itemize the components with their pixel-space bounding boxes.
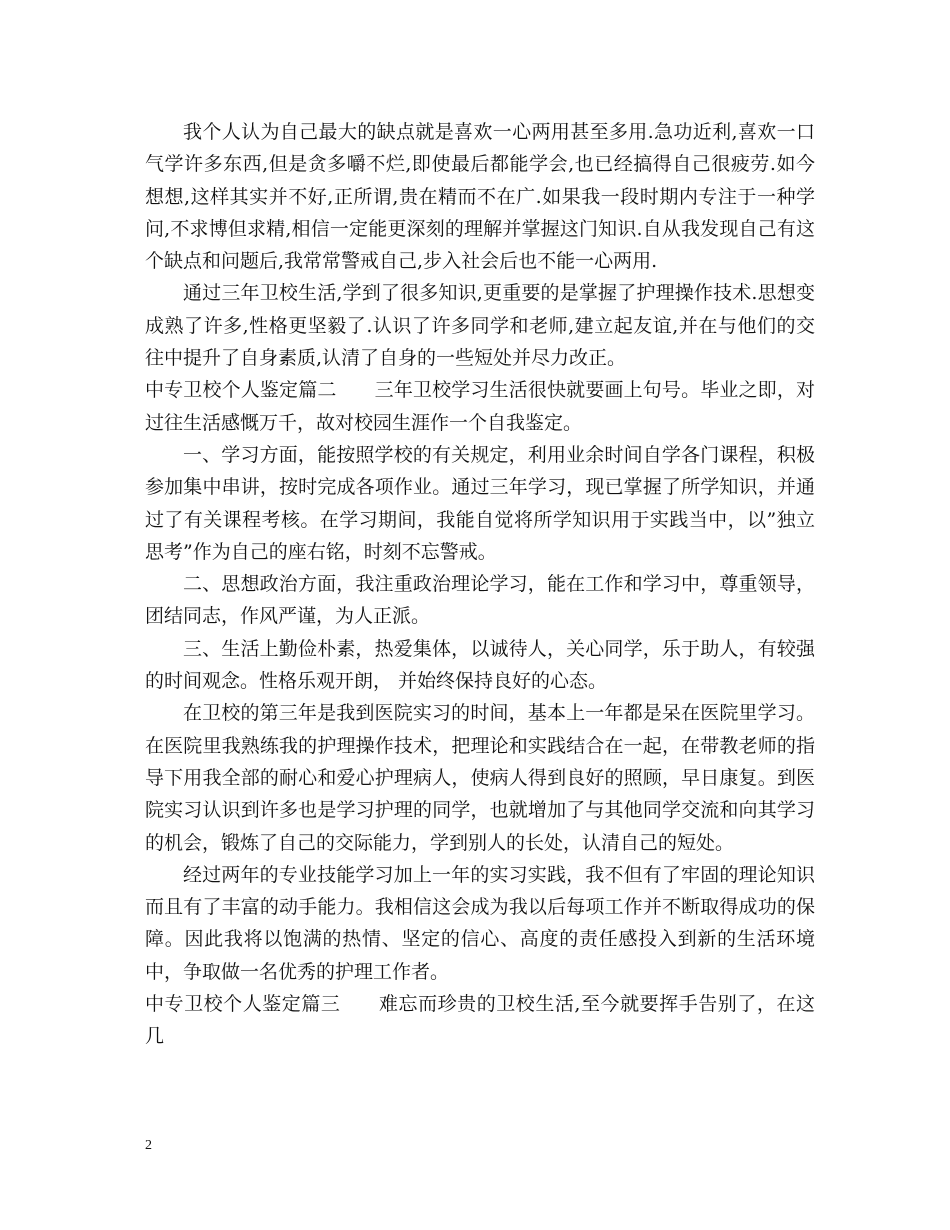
paragraph: 通过三年卫校生活,学到了很多知识,更重要的是掌握了护理操作技术.思想变成熟了许多,性格更坚毅了.认识了许多同学和老师,建立起友谊,并在与他们的交往中提升了自身素质,认清了自身的一些短处并尽力改正。 — [145, 282, 815, 370]
page-number: 2 — [145, 1138, 152, 1153]
paragraph: 三、生活上勤俭朴素，热爱集体，以诚待人，关心同学，乐于助人，有较强的时间观念。性格乐观开朗， 并始终保持良好的心态。 — [145, 637, 815, 693]
section-heading: 中专卫校个人鉴定篇三 — [145, 993, 341, 1016]
paragraph: 在卫校的第三年是我到医院实习的时间，基本上一年都是呆在医院里学习。在医院里我熟练我的护理操作技术，把理论和实践结合在一起，在带教老师的指导下用我全部的耐心和爱心护理病人，使病人得到良好的照顾，早日康复。到医院实习认识到许多也是学习护理的同学，也就增加了与其他同学交流和向其学习的机会，锻炼了自己的交际能力，学到别人的长处，认清自己的短处。 — [145, 702, 815, 854]
section-text: 三年卫校学习生活很快就要画上句号。毕业之即，对过往生活感慨万千，故对校园生涯作一个自我鉴定。 — [145, 379, 815, 434]
section-paragraph — [145, 988, 815, 1053]
paragraph: 经过两年的专业技能学习加上一年的实习实践，我不但有了牢固的理论知识而且有了丰富的动手能力。我相信这会成为我以后每项工作并不断取得成功的保障。因此我将以饱满的热情、坚定的信心、高度的责任感投入到新的生活环境中，争取做一名优秀的护理工作者。 — [145, 863, 815, 983]
section-heading: 中专卫校个人鉴定篇二 — [145, 379, 337, 402]
section-paragraph — [145, 374, 815, 439]
paragraph: 我个人认为自己最大的缺点就是喜欢一心两用甚至多用.急功近利,喜欢一口气学许多东西,但是贪多嚼不烂,即使最后都能学会,也已经搞得自己很疲劳.如今想想,这样其实并不好,正所谓,贵在精而不在广.如果我一段时期内专注于一种学问,不求博但求精,相信一定能更深刻的理解并掌握这门知识.自从我发现自己有这个缺点和问题后,我常常警戒自己,步入社会后也不能一心两用. — [145, 121, 815, 273]
paragraph: 一、学习方面，能按照学校的有关规定，利用业余时间自学各门课程，积极参加集中串讲，按时完成各项作业。通过三年学习，现已掌握了所学知识，并通过了有关课程考核。在学习期间，我能自觉将所学知识用于实践当中，以”独立思考”作为自己的座右铭，时刻不忘警戒。 — [145, 443, 815, 563]
paragraph: 二、思想政治方面，我注重政治理论学习，能在工作和学习中，尊重领导，团结同志，作风严谨，为人正派。 — [145, 573, 815, 628]
body-text — [145, 116, 815, 1053]
section-text: 难忘而珍贵的卫校生活,至今就要挥手告别了，在这几 — [145, 993, 815, 1048]
